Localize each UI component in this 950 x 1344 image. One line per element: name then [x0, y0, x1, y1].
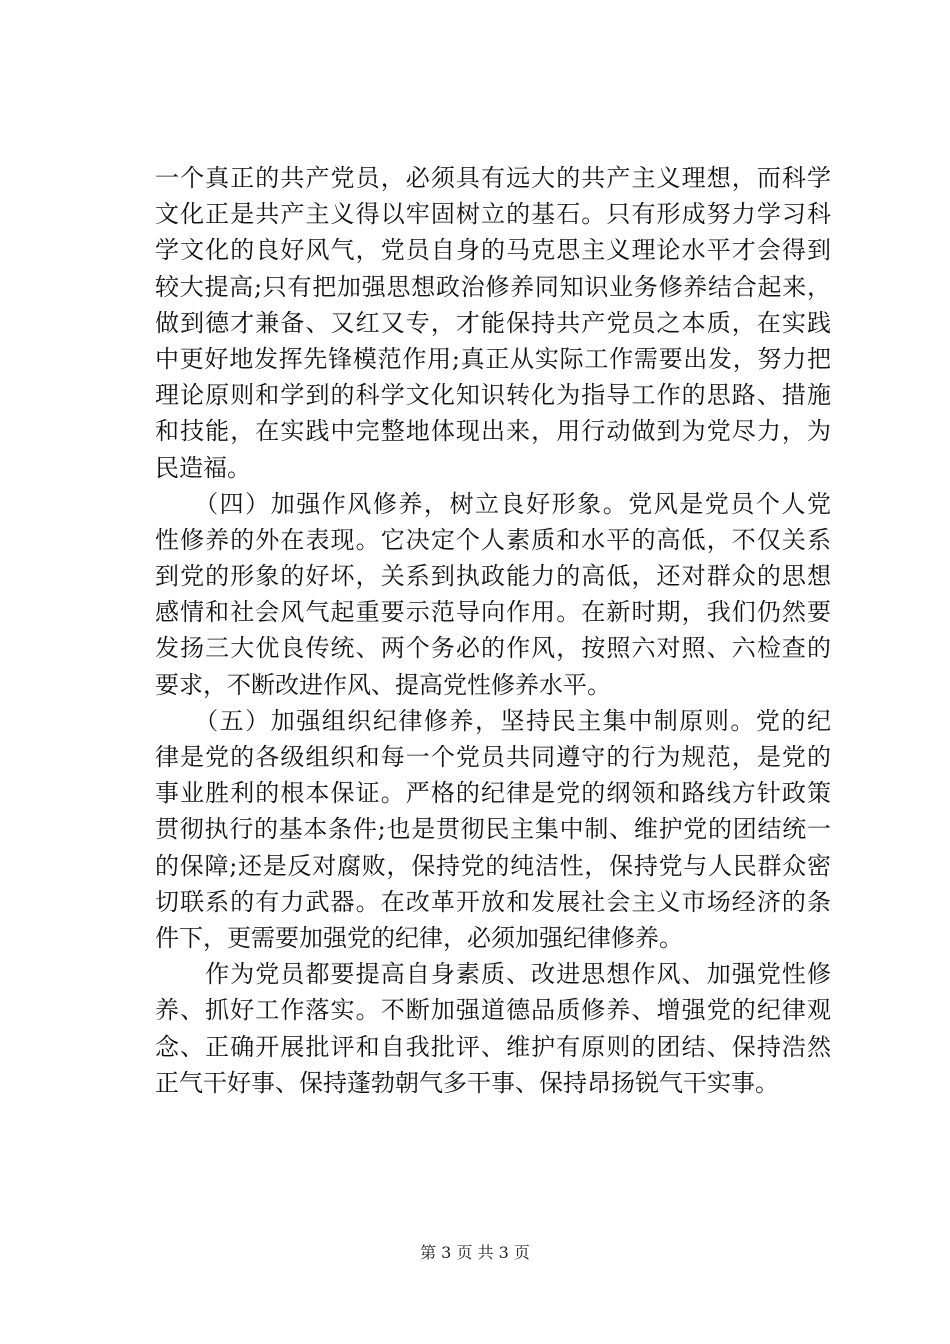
document-body: [155, 160, 831, 1101]
body-line: 养、抓好工作落实。不断加强道德品质修养、增强党的纪律观: [155, 996, 831, 1025]
body-line: 性修养的外在表现。它决定个人素质和水平的高低，不仅关系: [155, 525, 831, 554]
body-line: 民造福。: [155, 453, 251, 482]
body-line: 和技能，在实践中完整地体现出来，用行动做到为党尽力，为: [155, 417, 831, 446]
body-line: 贯彻执行的基本条件;也是贯彻民主集中制、维护党的团结统一: [155, 815, 831, 844]
body-line: 学文化的良好风气，党员自身的马克思主义理论水平才会得到: [155, 236, 831, 265]
body-line: 较大提高;只有把加强思想政治修养同知识业务修养结合起来，: [155, 272, 831, 301]
body-line: （四）加强作风修养，树立良好形象。党风是党员个人党: [155, 489, 831, 518]
body-line: 文化正是共产主义得以牢固树立的基石。只有形成努力学习科: [155, 200, 831, 229]
body-line: 做到德才兼备、又红又专，才能保持共产党员之本质，在实践: [155, 308, 831, 337]
body-line: （五）加强组织纪律修养，坚持民主集中制原则。党的纪: [155, 706, 831, 735]
body-line: 正气干好事、保持蓬勃朝气多干事、保持昂扬锐气干实事。: [155, 1068, 779, 1097]
body-line: 的保障;还是反对腐败，保持党的纯洁性，保持党与人民群众密: [155, 851, 831, 880]
body-line: 切联系的有力武器。在改革开放和发展社会主义市场经济的条: [155, 887, 831, 916]
body-line: 件下，更需要加强党的纪律，必须加强纪律修养。: [155, 923, 683, 952]
body-line: 到党的形象的好坏，关系到执政能力的高低，还对群众的思想: [155, 562, 831, 591]
body-line: 感情和社会风气起重要示范导向作用。在新时期，我们仍然要: [155, 598, 831, 627]
body-line: 事业胜利的根本保证。严格的纪律是党的纲领和路线方针政策: [155, 779, 831, 808]
body-line: 发扬三大优良传统、两个务必的作风，按照六对照、六检查的: [155, 634, 831, 663]
body-line: 理论原则和学到的科学文化知识转化为指导工作的思路、措施: [155, 381, 831, 410]
body-line: 一个真正的共产党员，必须具有远大的共产主义理想，而科学: [155, 164, 831, 192]
body-line: 念、正确开展批评和自我批评、维护有原则的团结、保持浩然: [155, 1032, 831, 1061]
body-line: 律是党的各级组织和每一个党员共同遵守的行为规范，是党的: [155, 743, 831, 771]
page-footer: 第 3 页 共 3 页: [420, 1243, 530, 1262]
body-line: 中更好地发挥先锋模范作用;真正从实际工作需要出发，努力把: [155, 344, 831, 373]
body-line: 作为党员都要提高自身素质、改进思想作风、加强党性修: [155, 960, 831, 989]
body-line: 要求，不断改进作风、提高党性修养水平。: [155, 670, 611, 699]
